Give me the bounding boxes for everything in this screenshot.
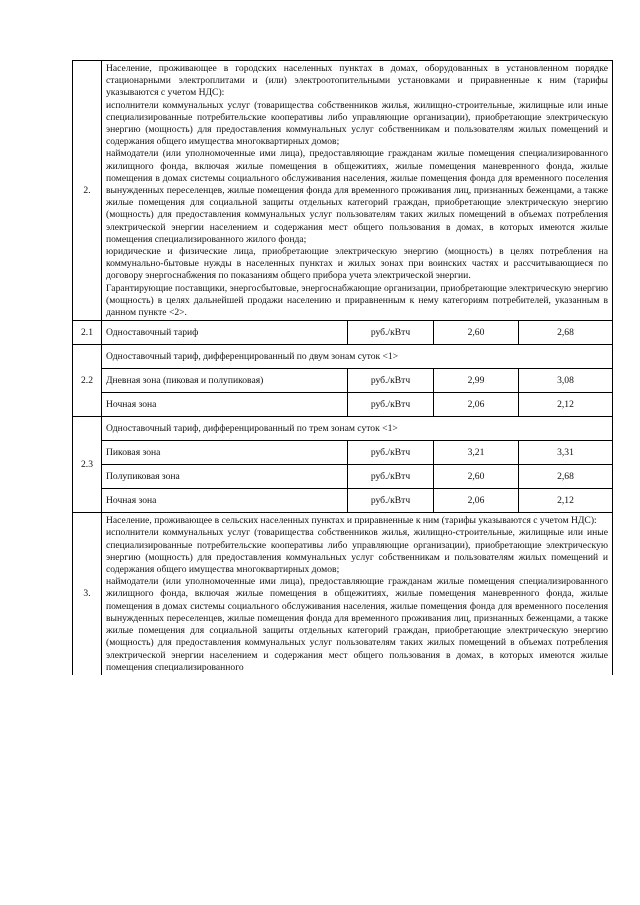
row-number: 2.2 bbox=[73, 345, 102, 417]
table-row bbox=[73, 369, 613, 393]
paragraph: Население, проживающее в сельских населенных пунктах и приравненные к ним (тарифы указываются с учетом НДС): bbox=[106, 515, 597, 527]
tariff-label: Одноставочный тариф bbox=[102, 321, 348, 345]
tariff-value-2: 2,12 bbox=[519, 393, 613, 417]
table-row bbox=[73, 489, 613, 513]
paragraph: наймодатели (или уполномоченные ими лица), предоставляющие гражданам жилые помещения специализированного жилищного фонда, включая жилые помещения в общежитиях, жилые помещения маневренного фонда, жилые помещения в домах системы социального обслуживания населения, жилые помещения фонда для временного поселения вынужденных переселенцев, жилые помещения фонда для временного проживания лиц, признанных беженцами, а также жилые помещения для социальной защиты отдельных категорий граждан, приобретающие электрическую энергию (мощность) для предоставления коммунальных услуг пользователям таких жилых помещений в объемах потребления электрической энергии населением и содержания мест общего пользования в домах, в которых имеются жилые помещения специализированного жилого фонда; bbox=[106, 148, 608, 245]
tariff-value-2: 2,12 bbox=[519, 489, 613, 513]
tariff-value-1: 2,60 bbox=[434, 321, 519, 345]
tariff-value-2: 3,08 bbox=[519, 369, 613, 393]
table-row-3 bbox=[73, 513, 613, 675]
table-row-2-1 bbox=[73, 321, 613, 345]
tariff-unit: руб./кВтч bbox=[348, 441, 434, 465]
tariff-value-2: 3,31 bbox=[519, 441, 613, 465]
tariff-value-1: 2,60 bbox=[434, 465, 519, 489]
table-row-2 bbox=[73, 61, 613, 321]
tariff-value-1: 2,99 bbox=[434, 369, 519, 393]
paragraph: Население, проживающее в городских населенных пунктах в домах, оборудованных в установленном порядке стационарными электроплитами и (или) электроотопительными установками и приравненные к ним (тарифы указываются с учетом НДС): bbox=[106, 63, 608, 99]
tariff-value-2: 2,68 bbox=[519, 321, 613, 345]
table-row-2-3-header bbox=[73, 417, 613, 441]
row-number: 2. bbox=[73, 61, 102, 321]
row-number: 3. bbox=[73, 513, 102, 675]
tariff-value-1: 2,06 bbox=[434, 393, 519, 417]
table-row bbox=[73, 465, 613, 489]
row-3-description bbox=[102, 513, 613, 675]
tariff-label: Ночная зона bbox=[102, 393, 348, 417]
tariff-unit: руб./кВтч bbox=[348, 321, 434, 345]
tariff-unit: руб./кВтч bbox=[348, 489, 434, 513]
tariff-label: Пиковая зона bbox=[102, 441, 348, 465]
table-row bbox=[73, 441, 613, 465]
table-row bbox=[73, 393, 613, 417]
tariff-unit: руб./кВтч bbox=[348, 465, 434, 489]
tariff-unit: руб./кВтч bbox=[348, 393, 434, 417]
tariff-value-1: 3,21 bbox=[434, 441, 519, 465]
table-row-2-2-header bbox=[73, 345, 613, 369]
tariff-value-2: 2,68 bbox=[519, 465, 613, 489]
paragraph: наймодатели (или уполномоченные ими лица), предоставляющие гражданам жилые помещения специализированного жилищного фонда, включая жилые помещения в общежитиях, жилые помещения маневренного фонда, жилые помещения в домах системы социального обслуживания населения, жилые помещения фонда для временного поселения вынужденных переселенцев, жилые помещения фонда для временного проживания лиц, признанных беженцами, а также жилые помещения для социальной защиты отдельных категорий граждан, приобретающие электрическую энергию (мощность) для предоставления коммунальных услуг пользователям таких жилых помещений в объемах потребления электрической энергии населением и содержания мест общего пользования в домах, в которых имеются жилые помещения специализированного bbox=[106, 576, 608, 673]
row-2-description bbox=[102, 61, 613, 321]
tariff-label: Полупиковая зона bbox=[102, 465, 348, 489]
tariff-group-header: Одноставочный тариф, дифференцированный по трем зонам суток <1> bbox=[102, 417, 613, 441]
paragraph: исполнители коммунальных услуг (товарищества собственников жилья, жилищно-строительные, жилищные или иные специализированные потребительские кооперативы либо управляющие организации), приобретающие электрическую энергию (мощность) для предоставления коммунальных услуг собственникам и пользователям жилых помещений и содержания общего имущества многоквартирных домов; bbox=[106, 527, 608, 576]
paragraph: юридические и физические лица, приобретающие электрическую энергию (мощность) в целях потребления на коммунально-бытовые нужды в населенных пунктах и жилых зонах при воинских частях и рассчитывающиеся по договору энергоснабжения по показаниям общего прибора учета электрической энергии. bbox=[106, 246, 608, 282]
tariff-label: Дневная зона (пиковая и полупиковая) bbox=[102, 369, 348, 393]
tariff-label: Ночная зона bbox=[102, 489, 348, 513]
row-number: 2.3 bbox=[73, 417, 102, 513]
tariff-unit: руб./кВтч bbox=[348, 369, 434, 393]
tariff-table-page bbox=[72, 60, 612, 675]
paragraph: исполнители коммунальных услуг (товарищества собственников жилья, жилищно-строительные, жилищные или иные специализированные потребительские кооперативы либо управляющие организации), приобретающие электрическую энергию (мощность) для предоставления коммунальных услуг собственникам и пользователям жилых помещений и содержания общего имущества многоквартирных домов; bbox=[106, 99, 608, 148]
tariff-table bbox=[72, 60, 613, 675]
paragraph: Гарантирующие поставщики, энергосбытовые, энергоснабжающие организации, приобретающие электрическую энергию (мощность) в целях дальнейшей продажи населению и приравненным к нему категориям потребителей, указанным в данном пункте <2>. bbox=[106, 282, 608, 319]
tariff-value-1: 2,06 bbox=[434, 489, 519, 513]
row-number: 2.1 bbox=[73, 321, 102, 345]
tariff-group-header: Одноставочный тариф, дифференцированный по двум зонам суток <1> bbox=[102, 345, 613, 369]
